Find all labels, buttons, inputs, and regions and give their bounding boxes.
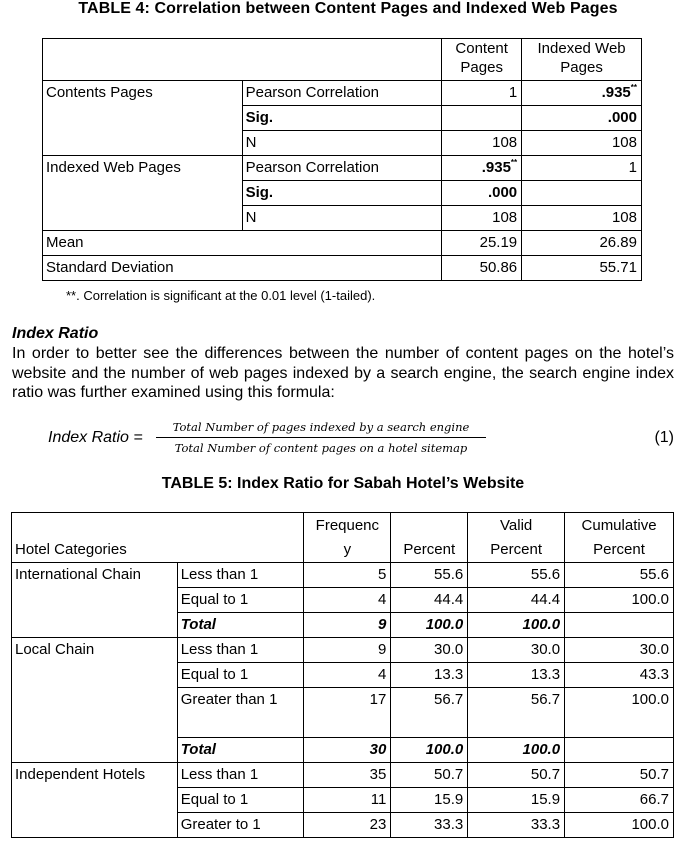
table4-stat-label: Pearson Correlation: [242, 81, 442, 106]
table4-value-cell: [442, 206, 522, 231]
table5-subcategory: Less than 1: [177, 763, 304, 788]
formula-label: Index Ratio =: [48, 429, 143, 446]
table5-percent: 15.9: [391, 788, 468, 813]
table4-value: .000: [487, 184, 518, 201]
table5-valid-percent: 30.0: [468, 638, 565, 663]
table5-subcategory: Total: [177, 613, 304, 638]
table5-frequency: 4: [304, 663, 391, 688]
table5-subcategory: Equal to 1: [177, 663, 304, 688]
table5-subcategory: Less than 1: [177, 638, 304, 663]
table4-stat-label: N: [242, 131, 442, 156]
table4-summary-value: 26.89: [522, 231, 642, 256]
table5-percent: 30.0: [391, 638, 468, 663]
table5-cumulative-percent: 100.0: [565, 588, 674, 613]
table4-value: .000: [607, 109, 637, 126]
table5-subcategory: Less than 1: [177, 563, 304, 588]
table5-frequency: 9: [304, 638, 391, 663]
table5-category: Local Chain: [12, 638, 178, 763]
table5-subcategory: Greater to 1: [177, 813, 304, 838]
significance-marker: **: [630, 83, 637, 92]
table5-cumulative-percent: 66.7: [565, 788, 674, 813]
table5-valid-percent: 100.0: [468, 613, 565, 638]
table4-group-label: Indexed Web Pages: [43, 156, 243, 231]
table5-header-valid-l1: Valid: [500, 517, 533, 534]
table5-cumulative-percent: 50.7: [565, 763, 674, 788]
table5-category: International Chain: [12, 563, 178, 638]
table5-category: Independent Hotels: [12, 763, 178, 838]
table4-value: 1: [508, 84, 518, 101]
table5-percent: 13.3: [391, 663, 468, 688]
table5-frequency: 5: [304, 563, 391, 588]
table5-subcategory: Total: [177, 738, 304, 763]
table4-value: 108: [611, 209, 637, 226]
table4-col-header-content: Content Pages: [442, 39, 522, 81]
table5-row: [12, 563, 674, 588]
table4-stat-label: Sig.: [242, 106, 442, 131]
table4-value-cell: [522, 131, 642, 156]
table5-frequency: 35: [304, 763, 391, 788]
table4-group-label: Contents Pages: [43, 81, 243, 156]
table4-value: 1: [628, 159, 637, 176]
table5-percent: 33.3: [391, 813, 468, 838]
table5-percent: 100.0: [391, 613, 468, 638]
table4-summary-row: [43, 256, 642, 281]
table4-value-cell: [522, 181, 642, 206]
table5-frequency: 30: [304, 738, 391, 763]
formula-numerator: Total Number of pages indexed by a search engine: [156, 420, 486, 438]
table5-cumulative-percent: 100.0: [565, 688, 674, 738]
table4-row: [43, 81, 642, 106]
table5-percent: 56.7: [391, 688, 468, 738]
table5-valid-percent: 50.7: [468, 763, 565, 788]
table4-value-cell: [442, 81, 522, 106]
table4-col-header-indexed: Indexed Web Pages: [522, 39, 642, 81]
table4-value: 108: [492, 209, 518, 226]
table5-frequency: 4: [304, 588, 391, 613]
table5-cumulative-percent: 30.0: [565, 638, 674, 663]
section-paragraph: In order to better see the differences between the number of content pages on the hotel’s website and the number of web pages indexed by a search engine, the search engine index ratio was further examined using this formula:: [12, 345, 674, 401]
table4-summary-label: Mean: [43, 231, 442, 256]
table5-header-percent: Percent: [391, 513, 468, 563]
table4-summary-value: 50.86: [442, 256, 522, 281]
table4-summary-label: Standard Deviation: [43, 256, 442, 281]
table4-value-cell: [522, 206, 642, 231]
table4-summary-row: [43, 231, 642, 256]
table5-percent: 55.6: [391, 563, 468, 588]
table4-value: 108: [492, 134, 518, 151]
table5-frequency: 11: [304, 788, 391, 813]
table4-value: .935: [601, 84, 631, 101]
table4-stat-label: N: [242, 206, 442, 231]
table4-value: .935: [481, 159, 511, 176]
table5-cumulative-percent: [565, 613, 674, 638]
table5-frequency: 9: [304, 613, 391, 638]
table5-valid-percent: 56.7: [468, 688, 565, 738]
table4-value-cell: [522, 156, 642, 181]
table5-header-valid: [468, 513, 565, 563]
table5-header-cumulative: [565, 513, 674, 563]
table5-subcategory: Equal to 1: [177, 588, 304, 613]
table4-corner-cell: [43, 39, 442, 81]
section-title: Index Ratio: [12, 325, 99, 342]
significance-marker: **: [510, 158, 518, 167]
table5-header-cumulative-l2: Percent: [593, 541, 645, 558]
table4-value-cell: [442, 131, 522, 156]
table5-percent: 50.7: [391, 763, 468, 788]
table5-header-row: [12, 513, 674, 563]
table5-subcategory: Equal to 1: [177, 788, 304, 813]
table5-cumulative-percent: 55.6: [565, 563, 674, 588]
table4-summary-value: 25.19: [442, 231, 522, 256]
table5-valid-percent: 13.3: [468, 663, 565, 688]
table4-summary-value: 55.71: [522, 256, 642, 281]
table5-header-frequency-l2: y: [343, 541, 352, 558]
formula-denominator: Total Number of content pages on a hotel sitemap: [174, 441, 468, 455]
table5-header-valid-l2: Percent: [490, 541, 542, 558]
table5-percent: 44.4: [391, 588, 468, 613]
table5-valid-percent: 44.4: [468, 588, 565, 613]
table4-footnote: **. Correlation is significant at the 0.01 level (1-tailed).: [66, 288, 376, 303]
equation-number: (1): [654, 429, 674, 446]
table4-header-row: [43, 39, 642, 81]
table5-valid-percent: 33.3: [468, 813, 565, 838]
table4-stat-label: Sig.: [242, 181, 442, 206]
table5-valid-percent: 100.0: [468, 738, 565, 763]
table4-title: TABLE 4: Correlation between Content Pages and Indexed Web Pages: [78, 0, 618, 17]
table4-value-cell: [522, 81, 642, 106]
correlation-table: [42, 38, 642, 281]
table4-stat-label: Pearson Correlation: [242, 156, 442, 181]
table4-value-cell: [522, 106, 642, 131]
table4-value-cell: [442, 181, 522, 206]
table4-row: [43, 156, 642, 181]
table4-value-cell: [442, 106, 522, 131]
table4-value-cell: [442, 156, 522, 181]
table5-cumulative-percent: [565, 738, 674, 763]
table5-cumulative-percent: 43.3: [565, 663, 674, 688]
table5-header-category: Hotel Categories: [12, 513, 304, 563]
table5-valid-percent: 15.9: [468, 788, 565, 813]
table5-valid-percent: 55.6: [468, 563, 565, 588]
formula-fraction: [156, 420, 486, 455]
table5-title: TABLE 5: Index Ratio for Sabah Hotel’s Website: [161, 475, 525, 492]
table4-value: 108: [611, 134, 637, 151]
index-ratio-table: [11, 512, 674, 838]
table5-header-cumulative-l1: Cumulative: [581, 517, 657, 534]
table5-row: [12, 638, 674, 663]
table5-cumulative-percent: 100.0: [565, 813, 674, 838]
table5-percent: 100.0: [391, 738, 468, 763]
table5-header-frequency-l1: Frequenc: [315, 517, 380, 534]
table5-row: [12, 763, 674, 788]
table5-header-frequency: [304, 513, 391, 563]
table5-subcategory: Greater than 1: [177, 688, 304, 738]
table5-frequency: 23: [304, 813, 391, 838]
table5-frequency: 17: [304, 688, 391, 738]
